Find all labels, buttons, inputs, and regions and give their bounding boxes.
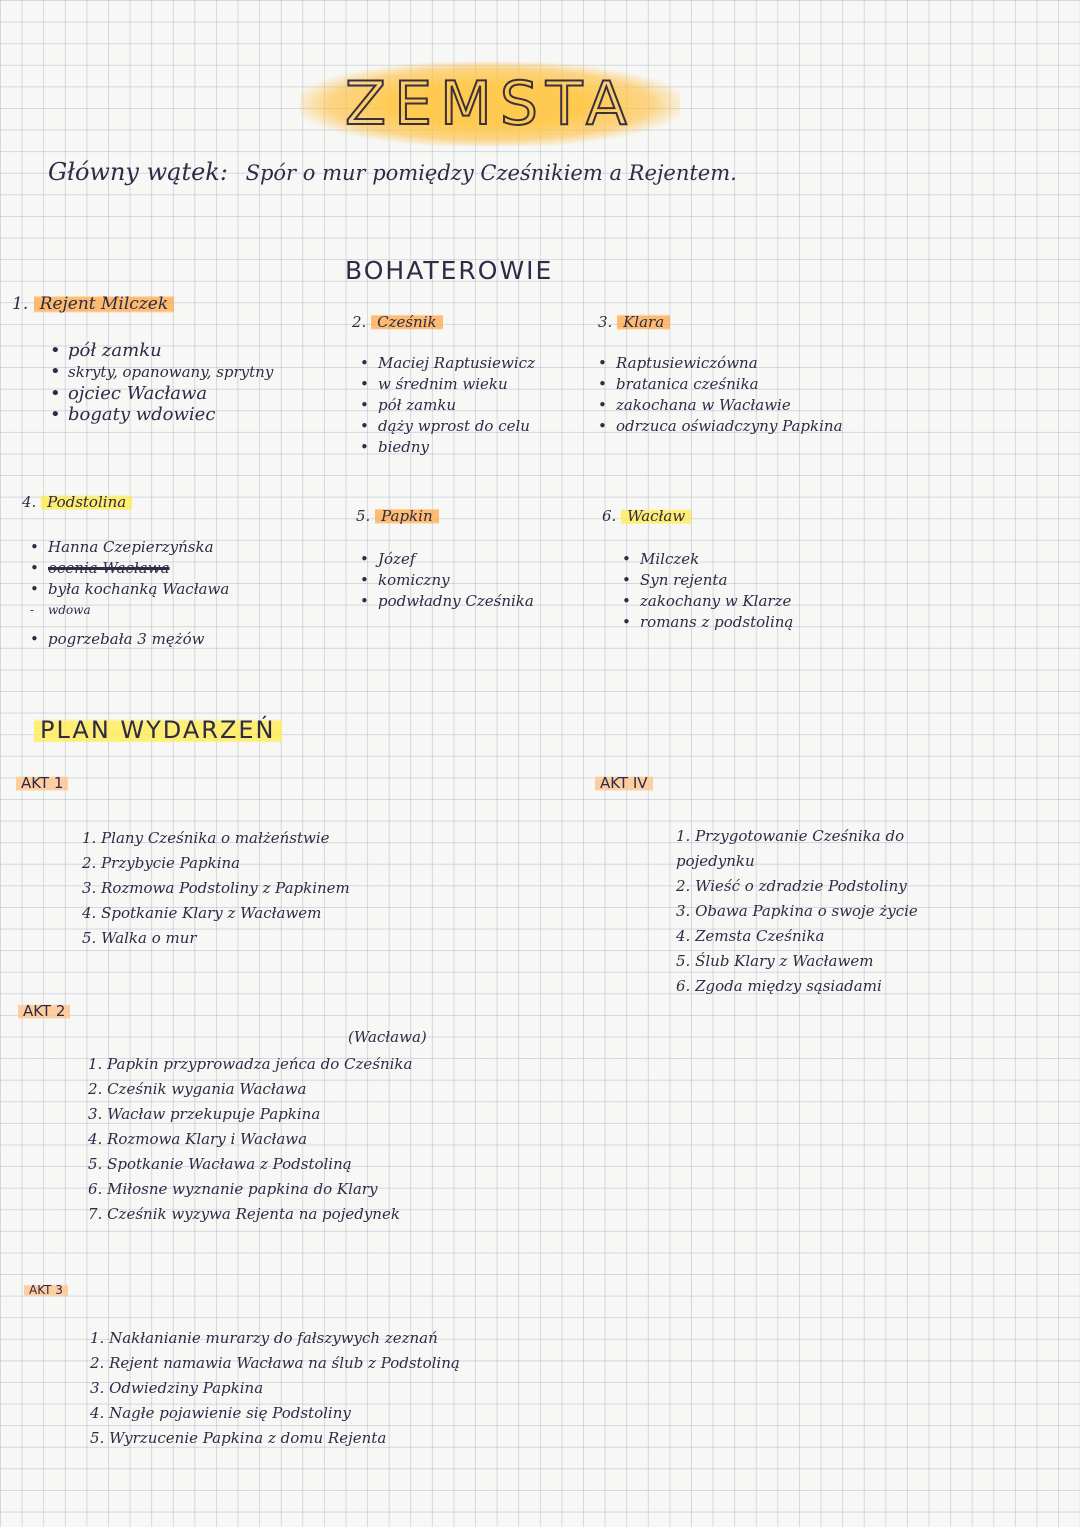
list-item: • pół zamku [360,396,457,414]
main-thread-label: Główny wątek: [48,158,228,186]
list-item: • była kochanką Wacława [30,580,230,598]
plan-heading: PLAN WYDARZEŃ [34,716,282,744]
heroes-heading: BOHATEROWIE [345,256,554,285]
character-number: 6. [602,507,617,525]
list-item: • Syn rejenta [622,571,728,589]
list-item: • ocenia Wacława [30,559,170,577]
list-item: 4. Zemsta Cześnika [676,927,825,945]
list-item: 5. Spotkanie Wacława z Podstoliną [88,1155,352,1173]
character-name: Rejent Milczek [34,294,175,314]
page-title: ZEMSTA [300,62,680,146]
act-4-events [676,824,1006,999]
list-item: • skryty, opanowany, sprytny [50,361,274,382]
list-item: • Józef [360,550,416,568]
character-rejent [12,294,332,425]
character-number: 4. [22,493,37,511]
trait-list [352,353,582,458]
character-name: Klara [617,313,670,331]
list-item: 7. Cześnik wyzywa Rejenta na pojedynek [88,1205,400,1223]
list-item: • komiczny [360,571,450,589]
list-item: 3. Wacław przekupuje Papkina [88,1105,321,1123]
list-item: 1. Przygotowanie Cześnika do pojedynku [676,827,905,870]
trait-list [602,549,902,633]
list-item: • Maciej Raptusiewicz [360,354,535,372]
act-label: AKT 2 [18,1002,70,1020]
character-name: Cześnik [371,313,443,331]
list-item: 1. Nakłanianie murarzy do fałszywych zeznań [90,1329,438,1347]
list-item: • pogrzebała 3 mężów [30,630,205,648]
list-item: • bratanica cześnika [598,375,759,393]
list-item: • dąży wprost do celu [360,417,530,435]
list-item: • pół zamku [50,340,162,361]
act-3-events [90,1326,460,1451]
list-item: • Raptusiewiczówna [598,354,758,372]
list-item: 4. Spotkanie Klary z Wacławem [82,904,322,922]
act-label: AKT IV [595,774,653,792]
list-item: 1. Plany Cześnika o małżeństwie [82,829,330,847]
list-item: 2. Rejent namawia Wacława na ślub z Podstoliną [90,1354,460,1372]
list-item: • zakochana w Wacławie [598,396,791,414]
list-item: 4. Rozmowa Klary i Wacława [88,1130,308,1148]
list-item: 2. Wieść o zdradzie Podstoliny [676,877,907,895]
character-name: Podstolina [41,493,132,511]
character-czesnik [352,313,582,458]
character-number: 1. [12,294,29,314]
trait-list [22,537,342,650]
list-item: • romans z podstoliną [622,613,794,631]
list-item: • zakochany w Klarze [622,592,792,610]
list-item: • ojciec Wacława [50,383,208,404]
character-papkin [356,507,596,612]
character-klara [598,313,918,437]
trait-list [12,340,332,425]
list-item: - wdowa [30,603,91,617]
list-item: • bogaty wdowiec [50,404,216,425]
list-item: • podwładny Cześnika [360,592,534,610]
list-item: 2. Przybycie Papkina [82,854,241,872]
list-item: • w średnim wieku [360,375,508,393]
list-item: • Hanna Czepierzyńska [30,538,214,556]
list-item: 5. Ślub Klary z Wacławem [676,952,874,970]
act-2-events [88,1052,412,1227]
act-label: AKT 3 [24,1283,68,1297]
character-number: 5. [356,507,371,525]
list-item: 6. Zgoda między sąsiadami [676,977,882,995]
list-item: 1. Papkin przyprowadza jeńca do Cześnika [88,1055,413,1073]
main-thread [48,158,737,186]
character-number: 3. [598,313,613,331]
character-waclaw [602,507,902,633]
trait-list [598,353,918,437]
list-item: 5. Wyrzucenie Papkina z domu Rejenta [90,1429,387,1447]
list-item: • odrzuca oświadczyny Papkina [598,417,843,435]
character-number: 2. [352,313,367,331]
list-item: 4. Nagłe pojawienie się Podstoliny [90,1404,351,1422]
list-item: 5. Walka o mur [82,929,197,947]
list-item: • biedny [360,438,430,456]
list-item: 3. Rozmowa Podstoliny z Papkinem [82,879,350,897]
act-label: AKT 1 [16,774,68,792]
main-thread-text: Spór o mur pomiędzy Cześnikiem a Rejentem. [245,161,737,185]
character-name: Wacław [621,507,691,525]
list-item: 3. Odwiedziny Papkina [90,1379,264,1397]
trait-list [356,549,596,612]
character-podstolina [22,493,342,650]
act-2-note: (Wacława) [348,1028,427,1046]
act-1-events [82,826,350,951]
list-item: • Milczek [622,550,700,568]
list-item: 6. Miłosne wyznanie papkina do Klary [88,1180,378,1198]
list-item: 2. Cześnik wygania Wacława [88,1080,307,1098]
character-name: Papkin [375,507,439,525]
list-item: 3. Obawa Papkina o swoje życie [676,902,918,920]
